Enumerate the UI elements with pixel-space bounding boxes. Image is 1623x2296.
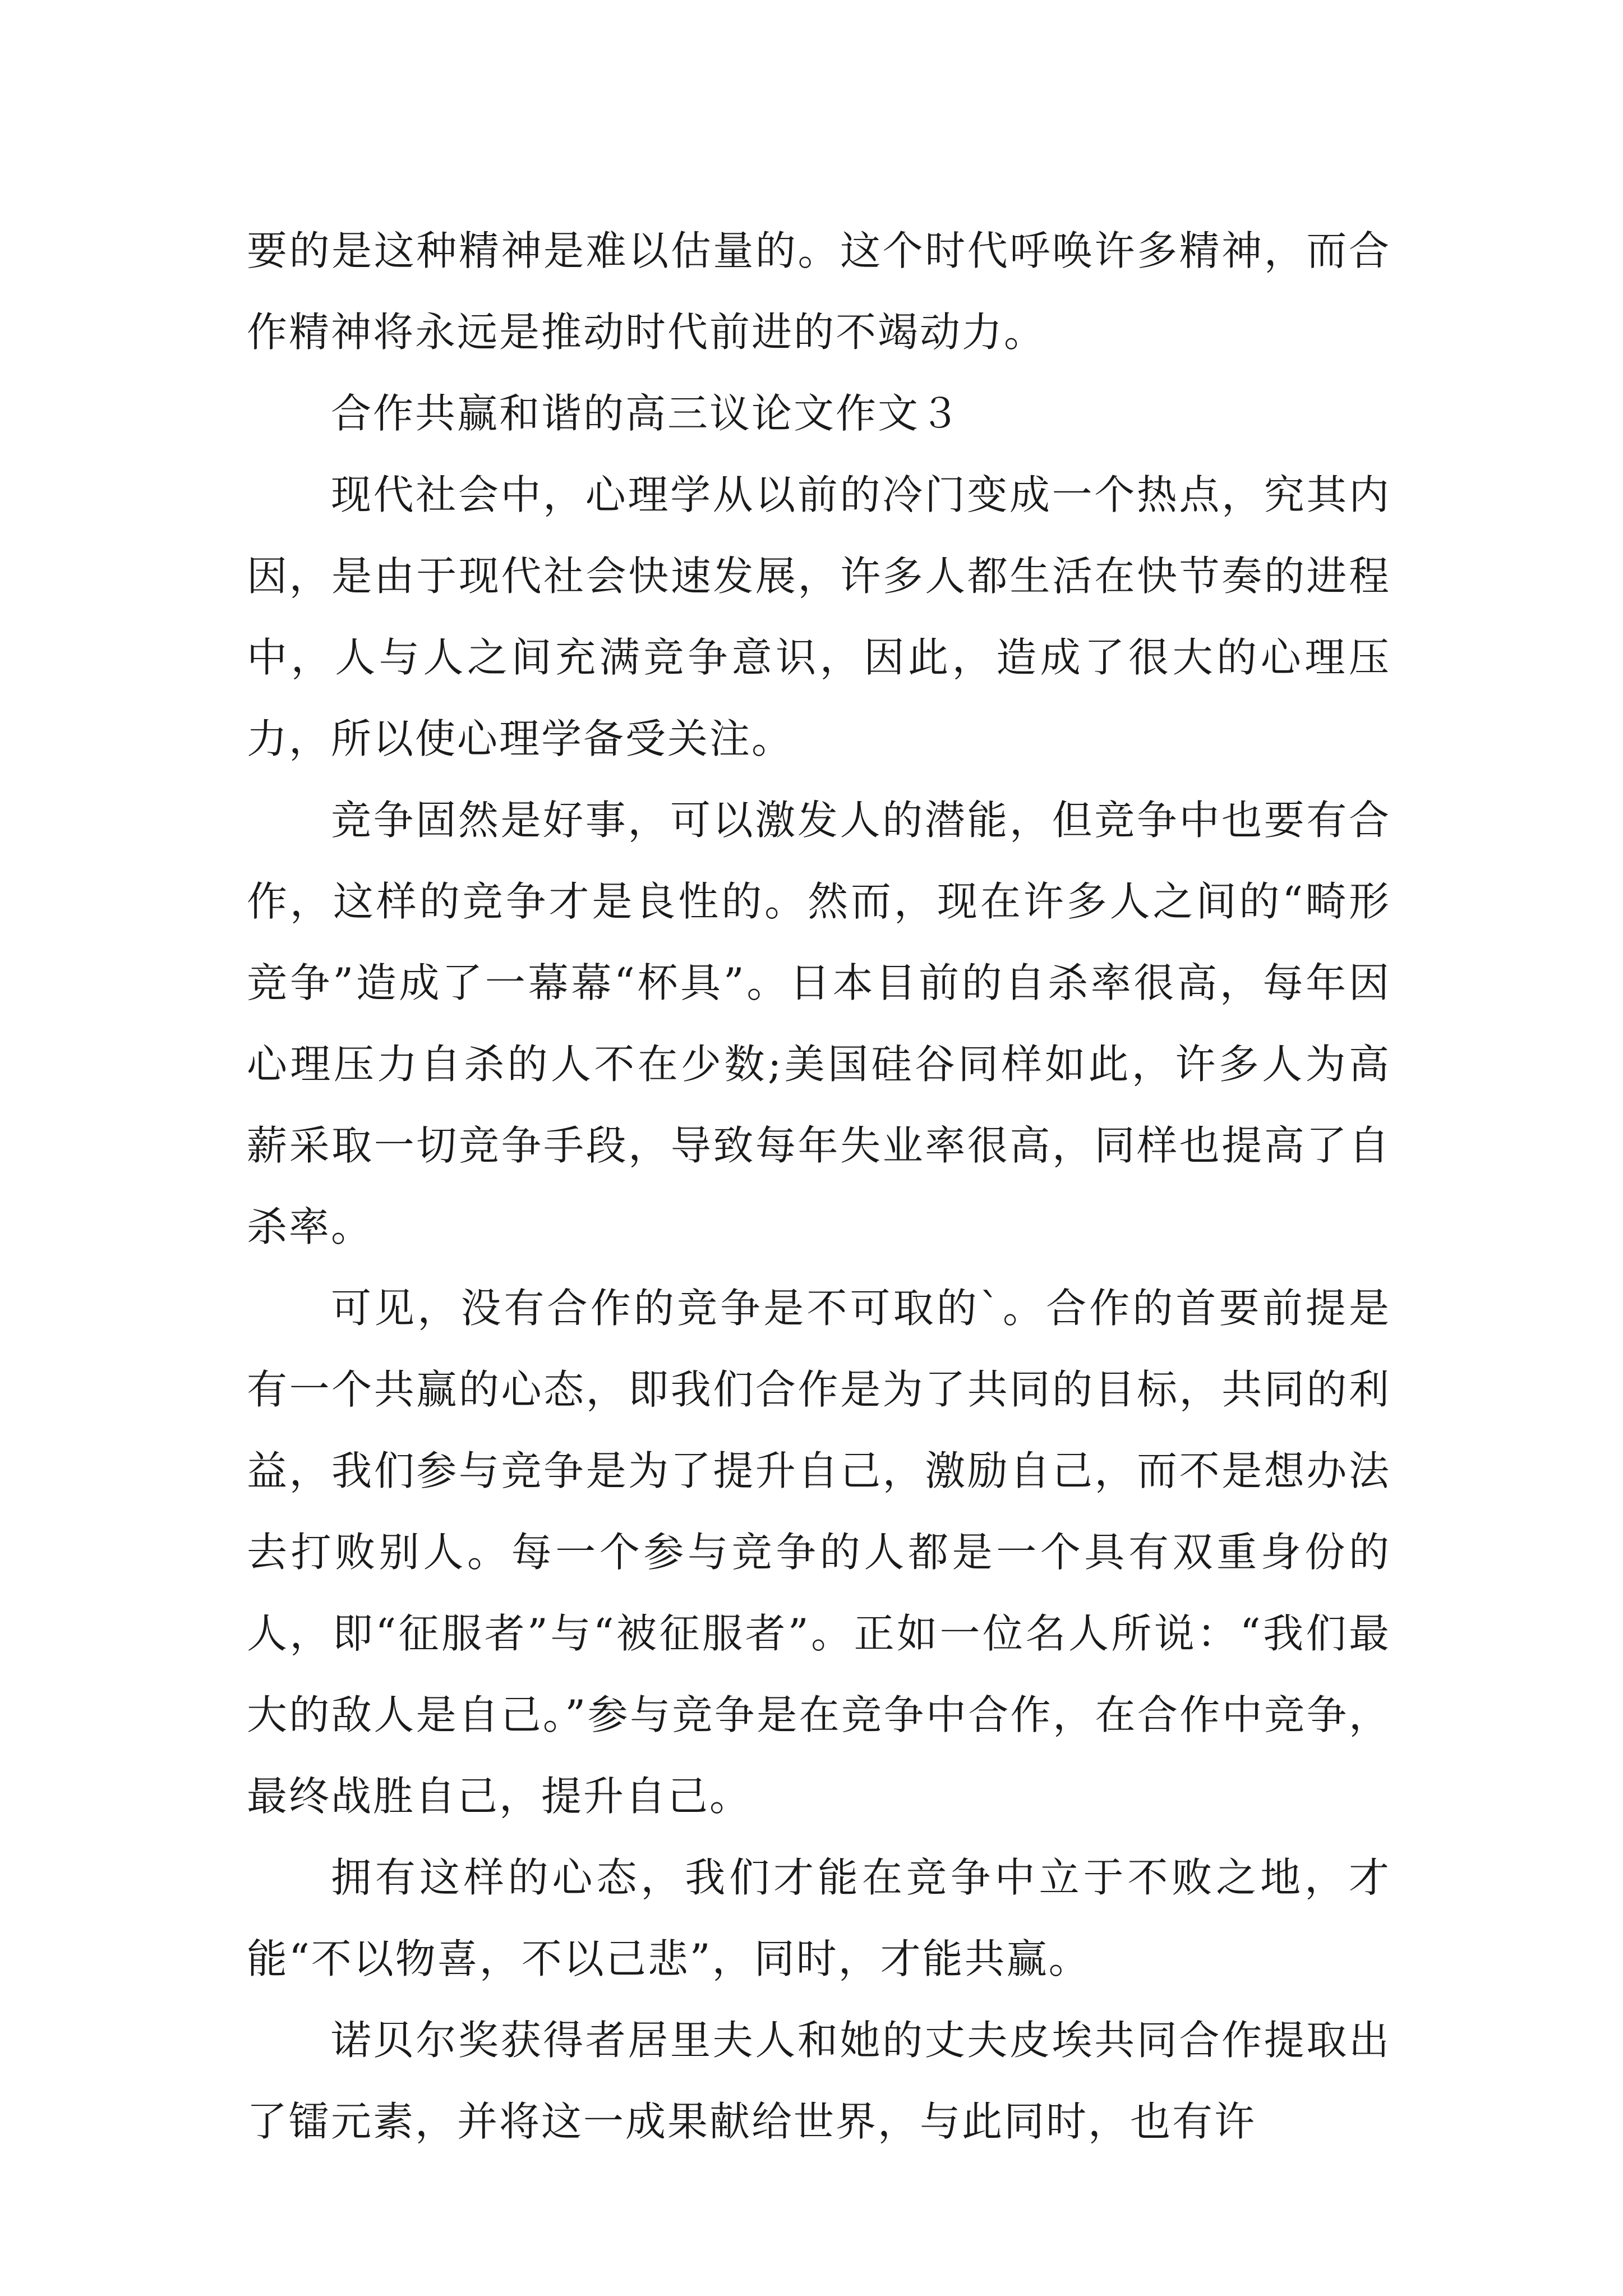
essay-heading: 合作共赢和谐的高三议论文作文３ <box>331 390 962 437</box>
paragraph: 竞争固然是好事，可以激发人的潜能，但竞争中也要有合作，这样的竞争才是良性的。然而，现在许多人之间的“畸形竞争”造成了一幕幕“杯具”。日本目前的自杀率很高，每年因心理压力自杀的人不在少数;美国硅谷同样如此，许多人为高薪采取一切竞争手段，导致每年失业率很高，同样也提高了自杀率。 <box>247 797 1391 1250</box>
paragraph: 现代社会中，心理学从以前的冷门变成一个热点，究其内因，是由于现代社会快速发展，许多人都生活在快节奏的进程中，人与人之间充满竞争意识，因此，造成了很大的心理压力，所以使心理学备受关注。 <box>247 471 1391 762</box>
document-body <box>247 210 1391 2162</box>
paragraph: 拥有这样的心态，我们才能在竞争中立于不败之地，才能“不以物喜，不以己悲”，同时，才能共赢。 <box>247 1854 1391 1982</box>
paragraph: 诺贝尔奖获得者居里夫人和她的丈夫皮埃共同合作提取出了镭元素，并将这一成果献给世界，与此同时，也有许 <box>247 2017 1391 2145</box>
paragraph: 可见，没有合作的竞争是不可取的`。合作的首要前提是有一个共赢的心态，即我们合作是为了共同的目标，共同的利益，我们参与竞争是为了提升自己，激励自己，而不是想办法去打败别人。每一个参与竞争的人都是一个具有双重身份的人，即“征服者”与“被征服者”。正如一位名人所说：“我们最大的敌人是自己。”参与竞争是在竞争中合作，在合作中竞争，最终战胜自己，提升自己。 <box>247 1285 1391 1820</box>
paragraph-continuation: 要的是这种精神是难以估量的。这个时代呼唤许多精神，而合作精神将永远是推动时代前进的不竭动力。 <box>247 227 1391 356</box>
